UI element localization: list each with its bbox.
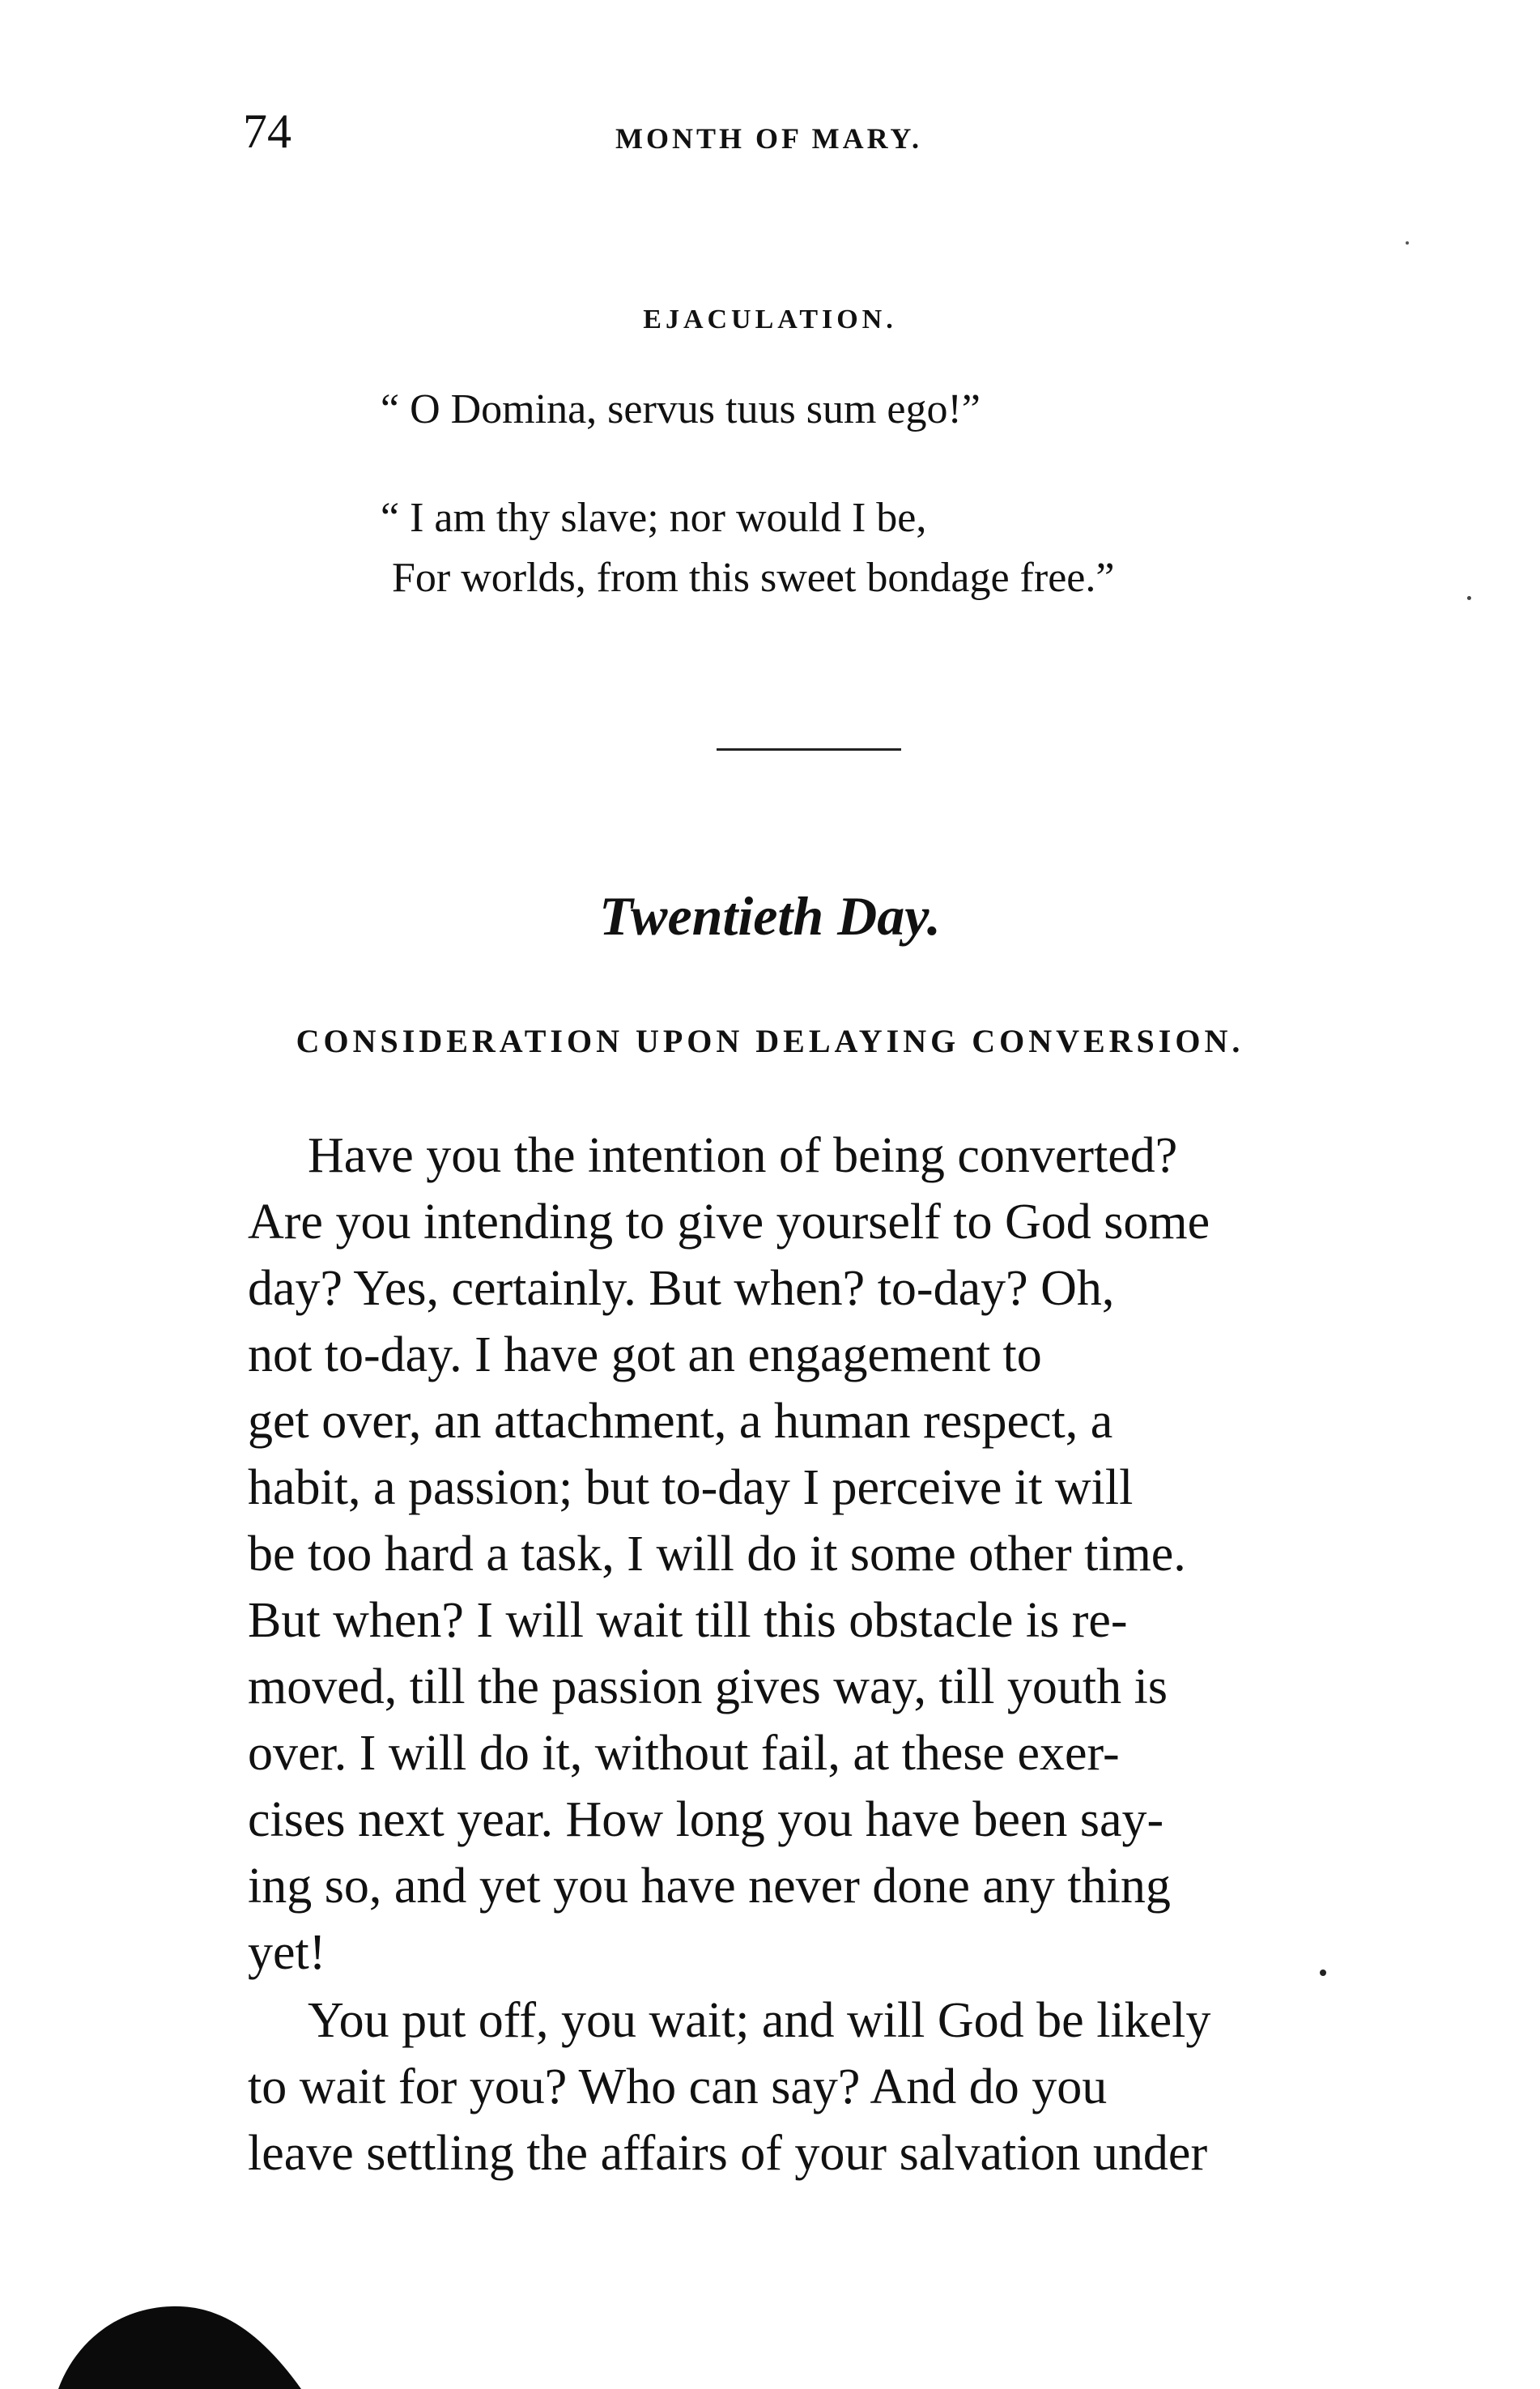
body-text-line: over. I will do it, without fail, at these exer- (248, 1726, 1120, 1781)
section-divider (717, 748, 901, 751)
body-text-line: cises next year. How long you have been say- (248, 1792, 1164, 1847)
day-title: Twentieth Day. (599, 885, 941, 947)
body-text-line: Have you the intention of being converted? (308, 1128, 1178, 1183)
body-text-line: get over, an attachment, a human respect, a (248, 1394, 1113, 1449)
body-text-line: to wait for you? Who can say? And do you (248, 2059, 1108, 2114)
stray-ink-dot (1467, 596, 1471, 600)
verse-line: “ I am thy slave; nor would I be, (381, 495, 927, 541)
verse-line: For worlds, from this sweet bondage free.” (392, 555, 1115, 601)
stray-ink-dot (1406, 241, 1409, 245)
running-title: MONTH OF MARY. (615, 122, 923, 155)
latin-ejaculation: “ O Domina, servus tuus sum ego!” (381, 386, 981, 432)
body-text-line: be too hard a task, I will do it some other time. (248, 1527, 1186, 1582)
body-text-line: Are you intending to give yourself to God some (248, 1194, 1210, 1250)
body-text-line: moved, till the passion gives way, till youth is (248, 1659, 1168, 1714)
body-text-line: leave settling the affairs of your salvation under (248, 2126, 1208, 2181)
body-text-line: ing so, and yet you have never done any thing (248, 1859, 1171, 1914)
consideration-heading: CONSIDERATION UPON DELAYING CONVERSION. (296, 1023, 1244, 1059)
stray-ink-dot (1320, 1970, 1326, 1976)
body-text-line: yet! (248, 1925, 326, 1980)
body-text-line: But when? I will wait till this obstacle is re- (248, 1593, 1128, 1648)
ejaculation-heading: EJACULATION. (643, 304, 897, 334)
body-text-line: not to-day. I have got an engagement to (248, 1327, 1042, 1382)
page-number: 74 (243, 104, 291, 158)
body-text-line: You put off, you wait; and will God be likely (308, 1993, 1211, 2048)
body-text-line: habit, a passion; but to-day I perceive it will (248, 1460, 1134, 1515)
body-text-line: day? Yes, certainly. But when? to-day? Oh, (248, 1261, 1115, 1316)
